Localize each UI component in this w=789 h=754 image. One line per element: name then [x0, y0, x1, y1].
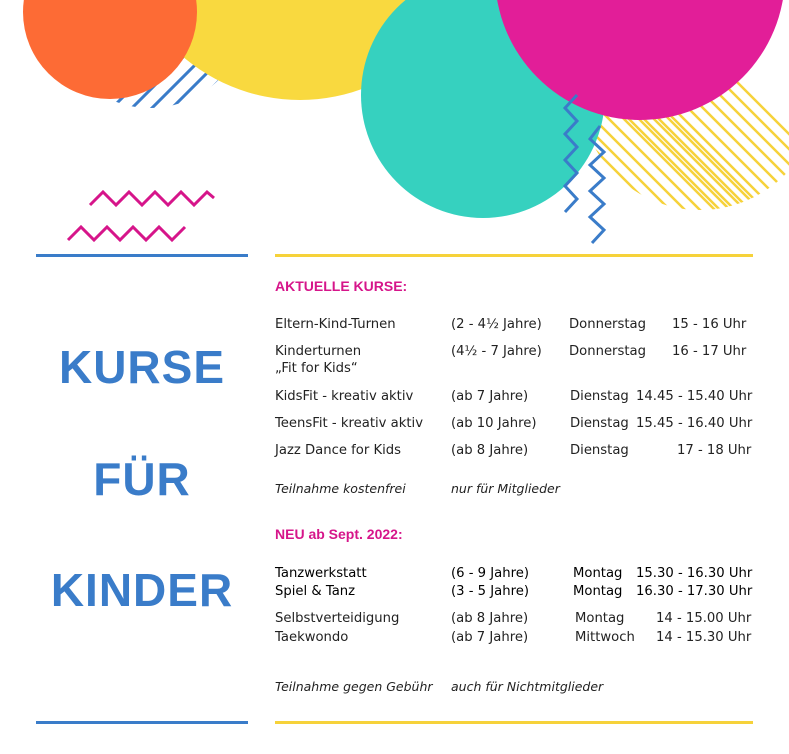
course-age: (ab 10 Jahre): [451, 416, 537, 431]
course-name: KidsFit - kreativ aktiv: [275, 389, 414, 404]
course-name: Jazz Dance for Kids: [275, 443, 402, 458]
course-name: Selbstverteidigung: [275, 611, 400, 626]
bottom-left-rule: [36, 721, 248, 724]
course-time: 16.30 - 17.30 Uhr: [636, 584, 753, 599]
course-name: Taekwondo: [275, 630, 349, 645]
bottom-right-rule: [275, 721, 753, 724]
note-left: Teilnahme kostenfrei: [275, 481, 406, 496]
course-day: Mittwoch: [575, 630, 635, 645]
course-time: 15 - 16 Uhr: [672, 317, 747, 332]
course-day: Dienstag: [570, 416, 629, 431]
course-day: Montag: [575, 611, 625, 626]
note-left: Teilnahme gegen Gebühr: [275, 679, 433, 694]
note-right: nur für Mitglieder: [451, 481, 560, 496]
course-name: TeensFit - kreativ aktiv: [275, 416, 424, 431]
section-title-new: NEU ab Sept. 2022:: [275, 526, 403, 542]
course-age: (3 - 5 Jahre): [451, 584, 529, 599]
magenta-zigzag-2: [68, 227, 185, 240]
course-age: (2 - 4½ Jahre): [451, 317, 542, 332]
decorative-header-graphic: [0, 0, 789, 260]
course-day: Donnerstag: [569, 317, 646, 332]
section-title-current: AKTUELLE KURSE:: [275, 278, 408, 294]
course-day: Montag: [573, 584, 623, 599]
top-right-rule: [275, 254, 753, 257]
course-time: 15.30 - 16.30 Uhr: [636, 566, 753, 581]
heading-kurse: KURSE: [58, 341, 226, 393]
course-time: 14.45 - 15.40 Uhr: [636, 389, 753, 404]
course-name-subtitle: „Fit for Kids“: [275, 361, 358, 376]
heading-fuer: FÜR: [93, 453, 191, 505]
course-name: Eltern-Kind-Turnen: [275, 317, 396, 332]
magenta-zigzag-1: [90, 192, 214, 205]
course-time: 14 - 15.30 Uhr: [656, 630, 752, 645]
course-time: 14 - 15.00 Uhr: [656, 611, 752, 626]
course-time: 16 - 17 Uhr: [672, 344, 747, 359]
heading-kinder: KINDER: [50, 564, 234, 616]
course-name: Kinderturnen: [275, 344, 362, 359]
course-age: (4½ - 7 Jahre): [451, 344, 542, 359]
course-age: (ab 7 Jahre): [451, 630, 529, 645]
course-time: 17 - 18 Uhr: [677, 443, 752, 458]
note-right: auch für Nichtmitglieder: [451, 679, 604, 694]
course-day: Dienstag: [570, 389, 629, 404]
orange-circle: [23, 0, 197, 99]
course-age: (ab 8 Jahre): [451, 443, 529, 458]
course-age: (6 - 9 Jahre): [451, 566, 529, 581]
course-time: 15.45 - 16.40 Uhr: [636, 416, 753, 431]
course-age: (ab 8 Jahre): [451, 611, 529, 626]
top-left-rule: [36, 254, 248, 257]
course-day: Montag: [573, 566, 623, 581]
course-name: Tanzwerkstatt: [275, 566, 367, 581]
course-day: Donnerstag: [569, 344, 646, 359]
course-age: (ab 7 Jahre): [451, 389, 529, 404]
course-name: Spiel & Tanz: [275, 584, 356, 599]
course-day: Dienstag: [570, 443, 629, 458]
